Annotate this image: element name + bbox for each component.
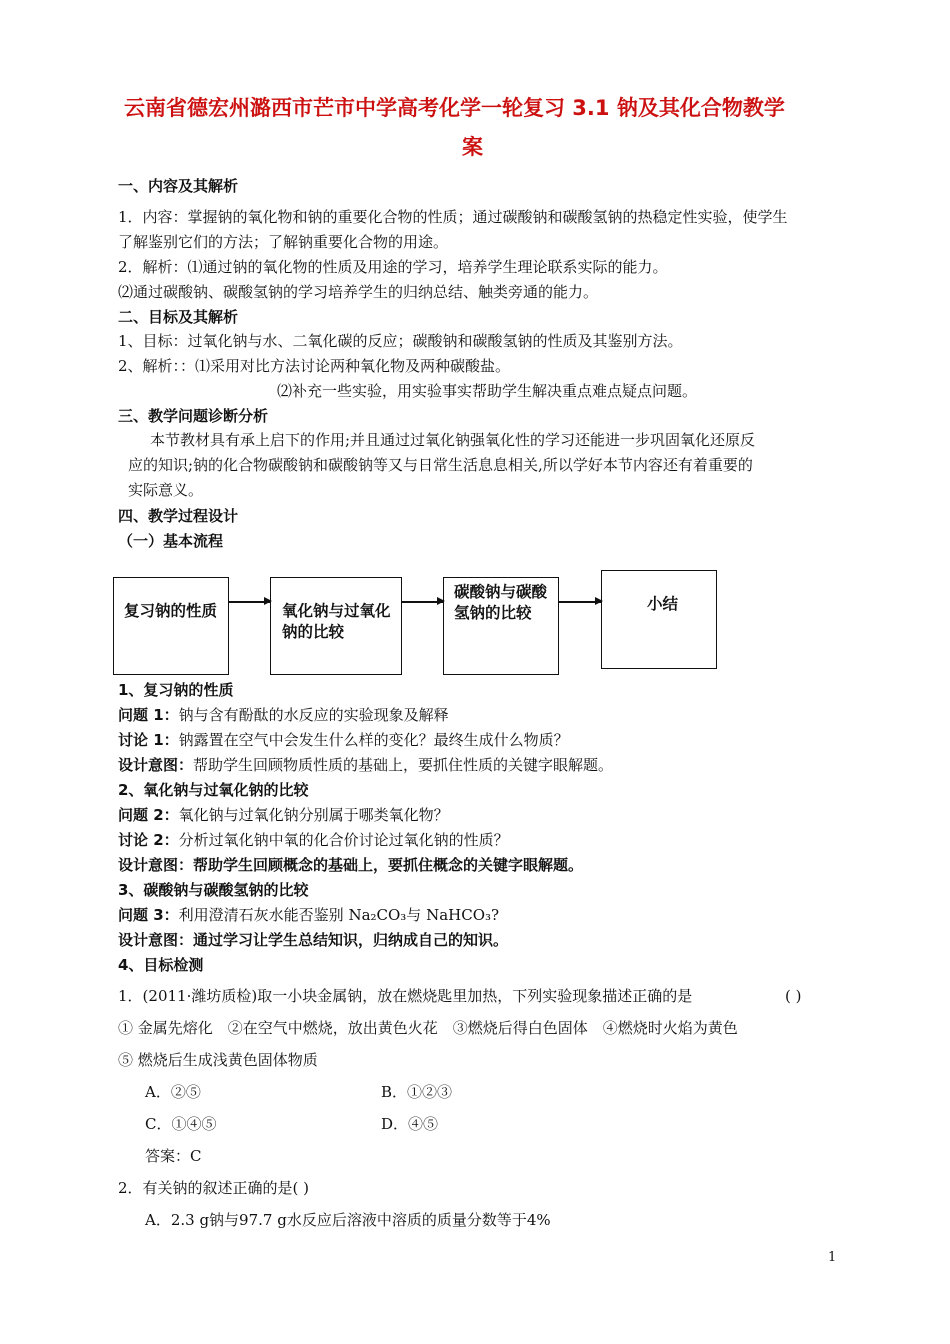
flow-box-oxides-label: 氧化钠与过氧化钠的比较 — [282, 602, 391, 641]
section1-analysis-1: 2．解析：⑴通过钠的氧化物的性质及用途的学习，培养学生理论联系实际的能力。 — [118, 258, 668, 276]
section3-heading: 三、教学问题诊断分析 — [118, 407, 269, 425]
intent-1-label: 设计意图： — [118, 756, 194, 774]
question-3-label: 问题 3： — [118, 906, 179, 924]
discussion-1 — [118, 730, 569, 750]
discussion-1-text: 钠露置在空气中会发生什么样的变化？最终生成什么物质？ — [178, 731, 569, 749]
intent-2: 设计意图：帮助学生回顾概念的基础上，要抓住概念的关键字眼解题。 — [118, 856, 584, 874]
section2-goal: 1、目标：过氧化钠与水、二氧化碳的反应；碳酸钠和碳酸氢钠的性质及其鉴别方法。 — [118, 332, 683, 350]
section2-heading: 二、目标及其解析 — [118, 308, 239, 326]
exercise-1-choice-b: B．①②③ — [381, 1083, 453, 1101]
section1-analysis-2: ⑵通过碳酸钠、碳酸氢钠的学习培养学生的归纳总结、触类旁通的能力。 — [118, 283, 599, 301]
question-2-text: 氧化钠与过氧化钠分别属于哪类氧化物？ — [178, 806, 449, 824]
question-3-text: 利用澄清石灰水能否鉴别 Na₂CO₃与 NaHCO₃? — [178, 906, 500, 924]
discussion-2-text: 分析过氧化钠中氧的化合价讨论过氧化钠的性质？ — [178, 831, 509, 849]
flow-box-summary-label: 小结 — [647, 595, 679, 613]
intent-1-text: 帮助学生回顾物质性质的基础上，要抓住性质的关键字眼解题。 — [193, 756, 614, 774]
exercise-1-answer-paren: ( ) — [785, 987, 802, 1005]
discussion-2-label: 讨论 2： — [118, 831, 179, 849]
flow-box-summary — [601, 570, 717, 669]
section2-analysis-1: 2、解析：：⑴采用对比方法讨论两种氧化物及两种碳酸盐。 — [118, 357, 511, 375]
exercise-1-stem: 1．(2011·潍坊质检)取一小块金属钠，放在燃烧匙里加热，下列实验现象描述正确的是 — [118, 987, 693, 1005]
exercise-2-choice-a: A．2.3 g钠与97.7 g水反应后溶液中溶质的质量分数等于4% — [145, 1211, 551, 1229]
part3-heading: 3、碳酸钠与碳酸氢钠的比较 — [118, 881, 309, 899]
flow-arrow-2 — [402, 601, 443, 603]
flow-box-review — [113, 577, 229, 675]
section4-subheading: （一）基本流程 — [118, 532, 224, 550]
section3-line2: 应的知识;钠的化合物碳酸钠和碳酸钠等又与日常生活息息相关,所以学好本节内容还有着重要的 — [128, 456, 753, 474]
intent-3: 设计意图：通过学习让学生总结知识，归纳成自己的知识。 — [118, 931, 509, 949]
exercise-1-choice-c: C．①④⑤ — [145, 1115, 217, 1133]
section4-heading: 四、教学过程设计 — [118, 507, 239, 525]
flow-arrow-1 — [229, 601, 270, 603]
part2-heading: 2、氧化钠与过氧化钠的比较 — [118, 781, 309, 799]
document-title-line2: 案 — [462, 135, 483, 159]
section3-line1: 本节教材具有承上启下的作用;并且通过过氧化钠强氧化性的学习还能进一步巩固氧化还原反 — [150, 431, 756, 449]
exercise-2-stem: 2．有关钠的叙述正确的是( ) — [118, 1179, 310, 1197]
section3-line3: 实际意义。 — [128, 481, 204, 499]
discussion-1-label: 讨论 1： — [118, 731, 179, 749]
intent-1 — [118, 755, 613, 775]
exercise-1-options-line1: ① 金属先熔化 ②在空气中燃烧，放出黄色火花 ③燃烧后得白色固体 ④燃烧时火焰为黄色 — [118, 1019, 738, 1037]
flow-box-review-label: 复习钠的性质 — [124, 602, 218, 620]
exercise-1-answer: 答案：C — [145, 1147, 202, 1165]
page-number: 1 — [828, 1250, 837, 1265]
flow-box-carbonates-label: 碳酸钠与碳酸氢钠的比较 — [454, 583, 548, 622]
section1-heading: 一、内容及其解析 — [118, 177, 239, 195]
part4-heading: 4、目标检测 — [118, 956, 204, 974]
question-1-label: 问题 1： — [118, 706, 179, 724]
section2-analysis-2: ⑵补充一些实验，用实验事实帮助学生解决重点难点疑点问题。 — [277, 382, 698, 400]
question-2 — [118, 805, 449, 825]
question-1-text: 钠与含有酚酞的水反应的实验现象及解释 — [178, 706, 449, 724]
exercise-1-options-line2: ⑤ 燃烧后生成浅黄色固体物质 — [118, 1051, 318, 1069]
part1-heading: 1、复习钠的性质 — [118, 681, 234, 699]
question-1 — [118, 705, 449, 725]
exercise-1-choice-a: A．②⑤ — [145, 1083, 201, 1101]
discussion-2 — [118, 830, 509, 850]
exercise-1-choice-d: D．④⑤ — [381, 1115, 439, 1133]
document-title-line1: 云南省德宏州潞西市芒市中学高考化学一轮复习 3.1 钠及其化合物教学 — [124, 96, 785, 120]
section1-content-line2: 了解鉴别它们的方法；了解钠重要化合物的用途。 — [118, 233, 449, 251]
section1-content-line1: 1．内容：掌握钠的氧化物和钠的重要化合物的性质；通过碳酸钠和碳酸氢钠的热稳定性实验，使学生 — [118, 208, 788, 226]
flow-arrow-3 — [559, 601, 601, 603]
question-3 — [118, 905, 499, 925]
question-2-label: 问题 2： — [118, 806, 179, 824]
